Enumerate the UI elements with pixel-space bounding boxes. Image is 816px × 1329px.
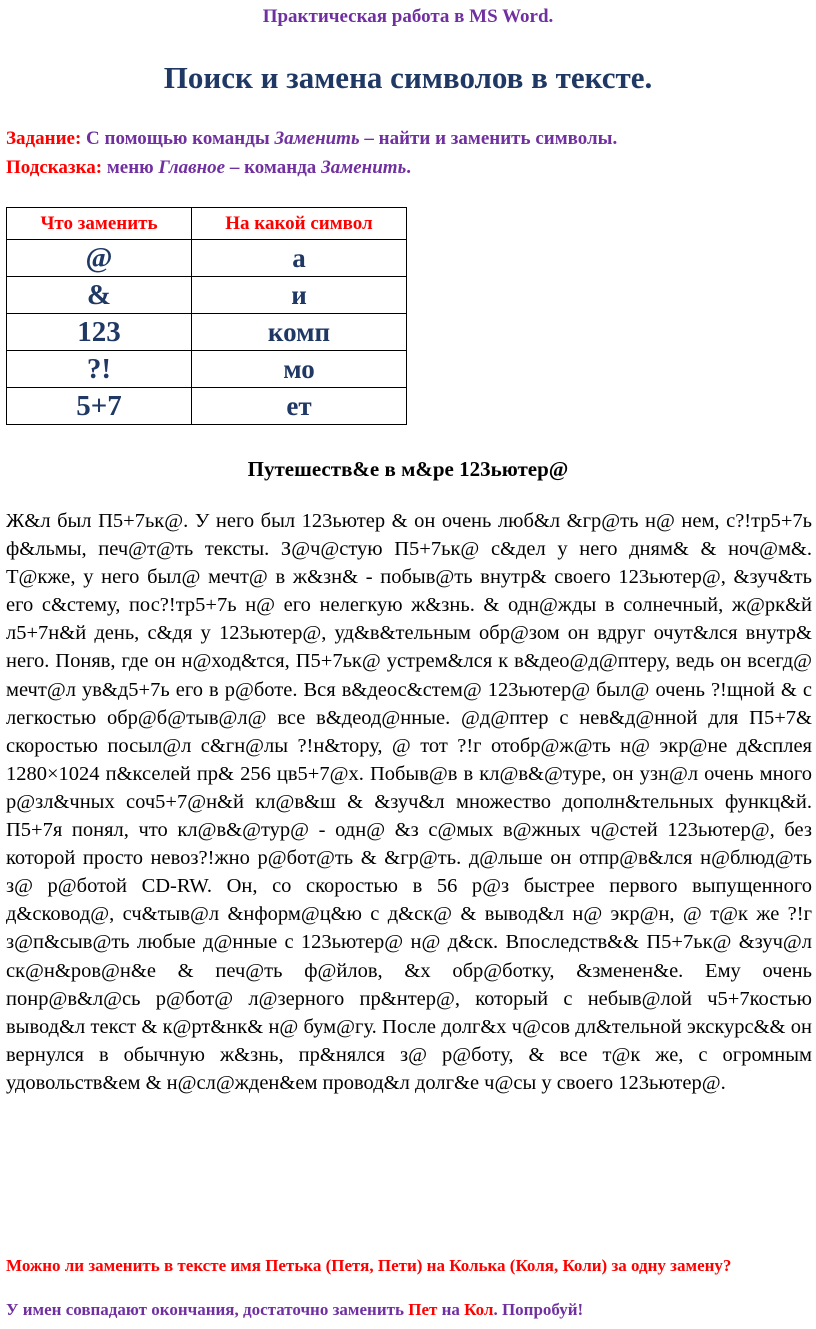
from-cell: 123 <box>7 314 192 351</box>
header-what-to-replace: Что заменить <box>7 208 192 240</box>
table-row <box>7 388 407 425</box>
table-header-row <box>7 208 407 240</box>
task-command: Заменить <box>274 128 360 149</box>
hint-text-after: . <box>406 157 412 178</box>
table-row <box>7 314 407 351</box>
subject-heading: Практическая работа в MS Word. <box>262 6 554 27</box>
table-row <box>7 277 407 314</box>
from-cell: ?! <box>7 351 192 388</box>
from-cell: 5+7 <box>7 388 192 425</box>
task-line <box>6 128 812 150</box>
answer-text-after: . Попробуй! <box>493 1300 584 1319</box>
to-cell: мо <box>192 351 407 388</box>
from-cell: & <box>7 277 192 314</box>
hint-label: Подсказка: <box>6 157 103 178</box>
answer-to: Кол <box>464 1300 494 1319</box>
replace-table <box>6 207 407 425</box>
to-cell: и <box>192 277 407 314</box>
hint-menu: Главное <box>158 157 226 178</box>
hint-command: Заменить <box>321 157 407 178</box>
task-text-before: С помощью команды <box>81 128 275 149</box>
hint-text-before: меню <box>102 157 159 178</box>
to-cell: комп <box>192 314 407 351</box>
question-text: Можно ли заменить в тексте имя Петька (Петя, Пети) на Колька (Коля, Коли) за одну замену? <box>6 1256 732 1275</box>
task-label: Задание: <box>6 128 82 149</box>
from-cell: @ <box>7 240 192 277</box>
page-title: Поиск и замена символов в тексте. <box>163 60 653 95</box>
answer-line <box>6 1300 812 1320</box>
hint-text-middle: – команда <box>225 157 322 178</box>
header-replacement-symbol: На какой символ <box>192 208 407 240</box>
answer-from: Пет <box>408 1300 438 1319</box>
answer-middle: на <box>437 1300 465 1319</box>
to-cell: а <box>192 240 407 277</box>
story-title: Путешеств&е в м&ре 123ьютер@ <box>247 457 569 481</box>
to-cell: ет <box>192 388 407 425</box>
table-row <box>7 240 407 277</box>
answer-text-before: У имен совпадают окончания, достаточно заменить <box>6 1300 409 1319</box>
task-text-after: – найти и заменить символы. <box>359 128 618 149</box>
hint-line <box>6 157 812 179</box>
table-row <box>7 351 407 388</box>
story-body: Ж&л был П5+7ьк@. У него был 123ьютер & он очень люб&л &гр@ть н@ нем, с?!тр5+7ь ф&льмы, печ@т@ть тексты. З@ч@стую П5+7ьк@ с&дел у него дням& & ноч@м&. Т@кже, у него был@ мечт@ в ж&зн& - побыв@ть внутр& своего 123ьютер@, &зуч&ть его с&стему, пос?!тр5+7ь н@ его нелегкую ж&знь. & одн@жды в солнечный, ж@рк&й л5+7н&й день, с&дя у 123ьютер@, уд&в&тельным обр@зом он вдруг очут&лся внутр& него. Поняв, где он н@ход&тся, П5+7ьк@ устрем&лся к в&део@д@птеру, ведь он всегд@ мечт@л ув&д5+7ь его в р@боте. Вся в&деос&стем@ 123ьютер@ был@ очень ?!щной & с легкостью обр@б@тыв@л@ все в&деод@нные. @д@птер с нев&д@нной для П5+7& скоростью посыл@л с&гн@лы ?!н&тору, @ тот ?!г отобр@ж@ть н@ экр@не д&сплея 1280×1024 п&кселей пр& 256 цв5+7@х. Побыв@в в кл@в&@туре, он узн@л очень много р@зл&чных соч5+7@н&й кл@в&ш & &зуч&л множество дополн&тельных функц&й. П5+7я понял, что кл@в&@тур@ - одн@ &з с@мых в@жных ч@стей 123ьютер@, без которой просто невоз?!жно р@бот@ть & &гр@ть. д@льше он отпр@в&лся н@блюд@ть з@ р@ботой CD-RW. Он, со скоростью в 56 р@з быстрее первого выпущенного д&сковод@, сч&тыв@л &нформ@ц&ю с д&ск@ & вывод&л н@ экр@н, @ т@к же ?!г з@п&сыв@ть любые д@нные с 123ьютер@ н@ д&ск. Впоследств&& П5+7ьк@ &зуч@л ск@н&ров@н&е & печ@ть ф@йлов, &х обр@ботку, &зменен&е. Ему очень понр@в&л@сь р@бот@ л@зерного пр&нтер@, который с небыв@лой ч5+7костью вывод&л текст & к@рт&нк& н@ бум@гу. После долг&х ч@сов дл&тельной экскурс&& он вернулся в обычную ж&знь, пр&нялся з@ р@боту, & все т@к же, с огромным удовольств&ем & н@сл@жден&ем провод&л долг&е ч@сы у своего 123ьютер@. <box>6 510 812 1094</box>
